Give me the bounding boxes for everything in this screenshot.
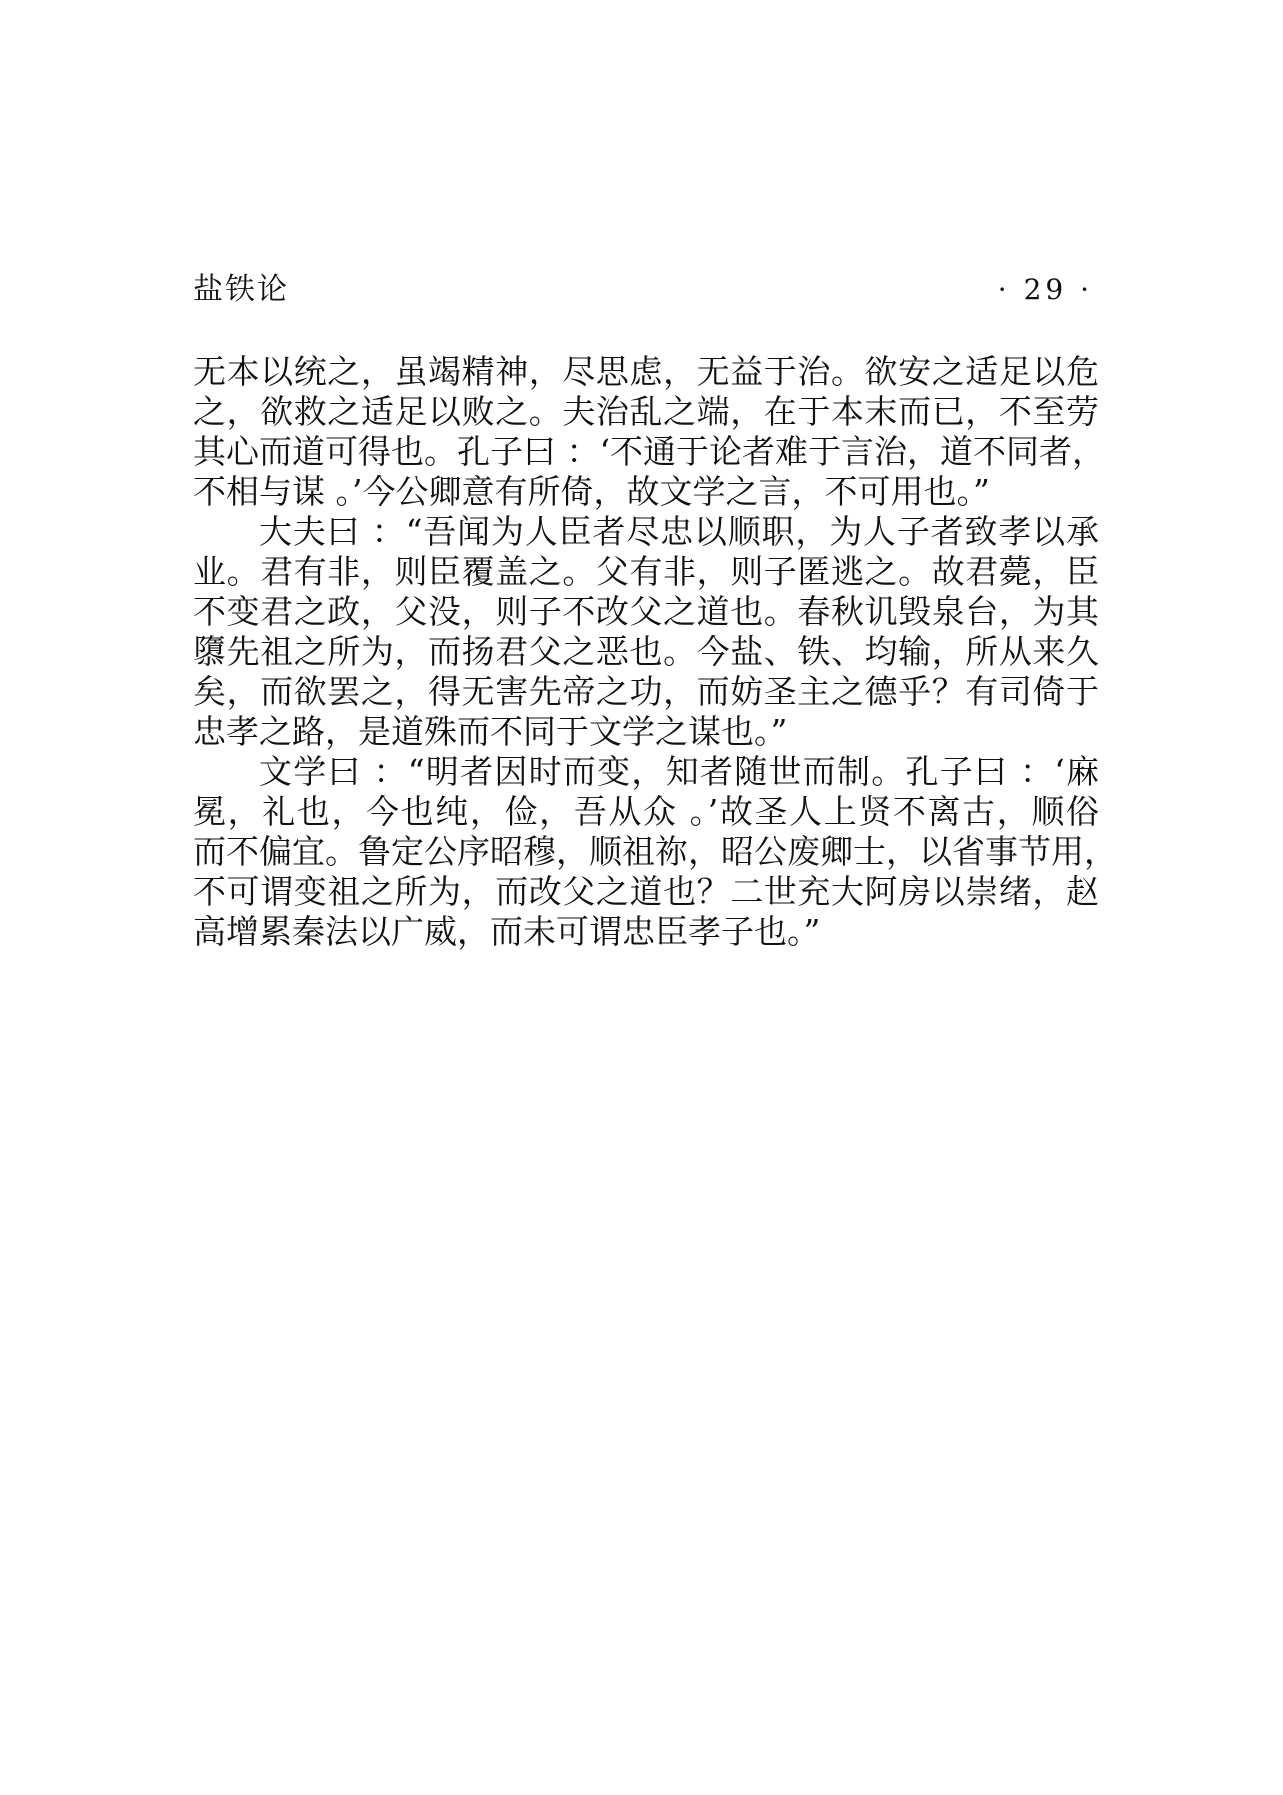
book-title: 盐铁论 <box>193 272 289 307</box>
text-line: 不可谓变祖之所为，而改父之道也？二世充大阿房以崇绪，赵 <box>193 872 1099 911</box>
body-text <box>193 352 1117 952</box>
text-line: 矣，而欲罢之，得无害先帝之功，而妨圣主之德乎？有司倚于 <box>193 672 1099 711</box>
text-line: 隳先祖之所为，而扬君父之恶也。今盐、铁、均输，所从来久 <box>193 632 1099 671</box>
paragraph-3 <box>193 752 1117 952</box>
text-line: 不相与谋 。’今公卿意有所倚，故文学之言，不可用也。” <box>193 472 990 511</box>
text-line: 忠孝之路，是道殊而不同于文学之谋也。” <box>193 712 788 751</box>
text-line: 无本以统之，虽竭精神，尽思虑，无益于治。欲安之适足以危 <box>193 352 1099 391</box>
text-line: 高增累秦法以广威，而未可谓忠臣孝子也。” <box>193 912 821 951</box>
text-line: 冕，礼也，今也纯，俭，吾从众 。’故圣人上贤不离古，顺俗 <box>193 792 1099 831</box>
paragraph-1 <box>193 352 1105 512</box>
text-line: 文学曰 ：“明者因时而变，知者随世而制。孔子曰 ：‘麻 <box>259 752 1099 791</box>
paragraph-2 <box>193 512 1099 752</box>
text-line: 而不偏宜。鲁定公序昭穆，顺祖祢，昭公废卿士，以省事节用， <box>193 832 1117 871</box>
page-number: · 29 · <box>997 273 1093 306</box>
text-line: 不变君之政，父没，则子不改父之道也。春秋讥毁泉台，为其 <box>193 592 1099 631</box>
running-header <box>193 268 1093 312</box>
text-line: 其心而道可得也。孔子曰 ：‘不通于论者难于言治，道不同者， <box>193 432 1105 471</box>
text-line: 业。君有非，则臣覆盖之。父有非，则子匿逃之。故君薨，臣 <box>193 552 1099 591</box>
text-line: 之，欲救之适足以败之。夫治乱之端，在于本末而已，不至劳 <box>193 392 1099 431</box>
text-line: 大夫曰 ：“吾闻为人臣者尽忠以顺职，为人子者致孝以承 <box>259 512 1099 551</box>
